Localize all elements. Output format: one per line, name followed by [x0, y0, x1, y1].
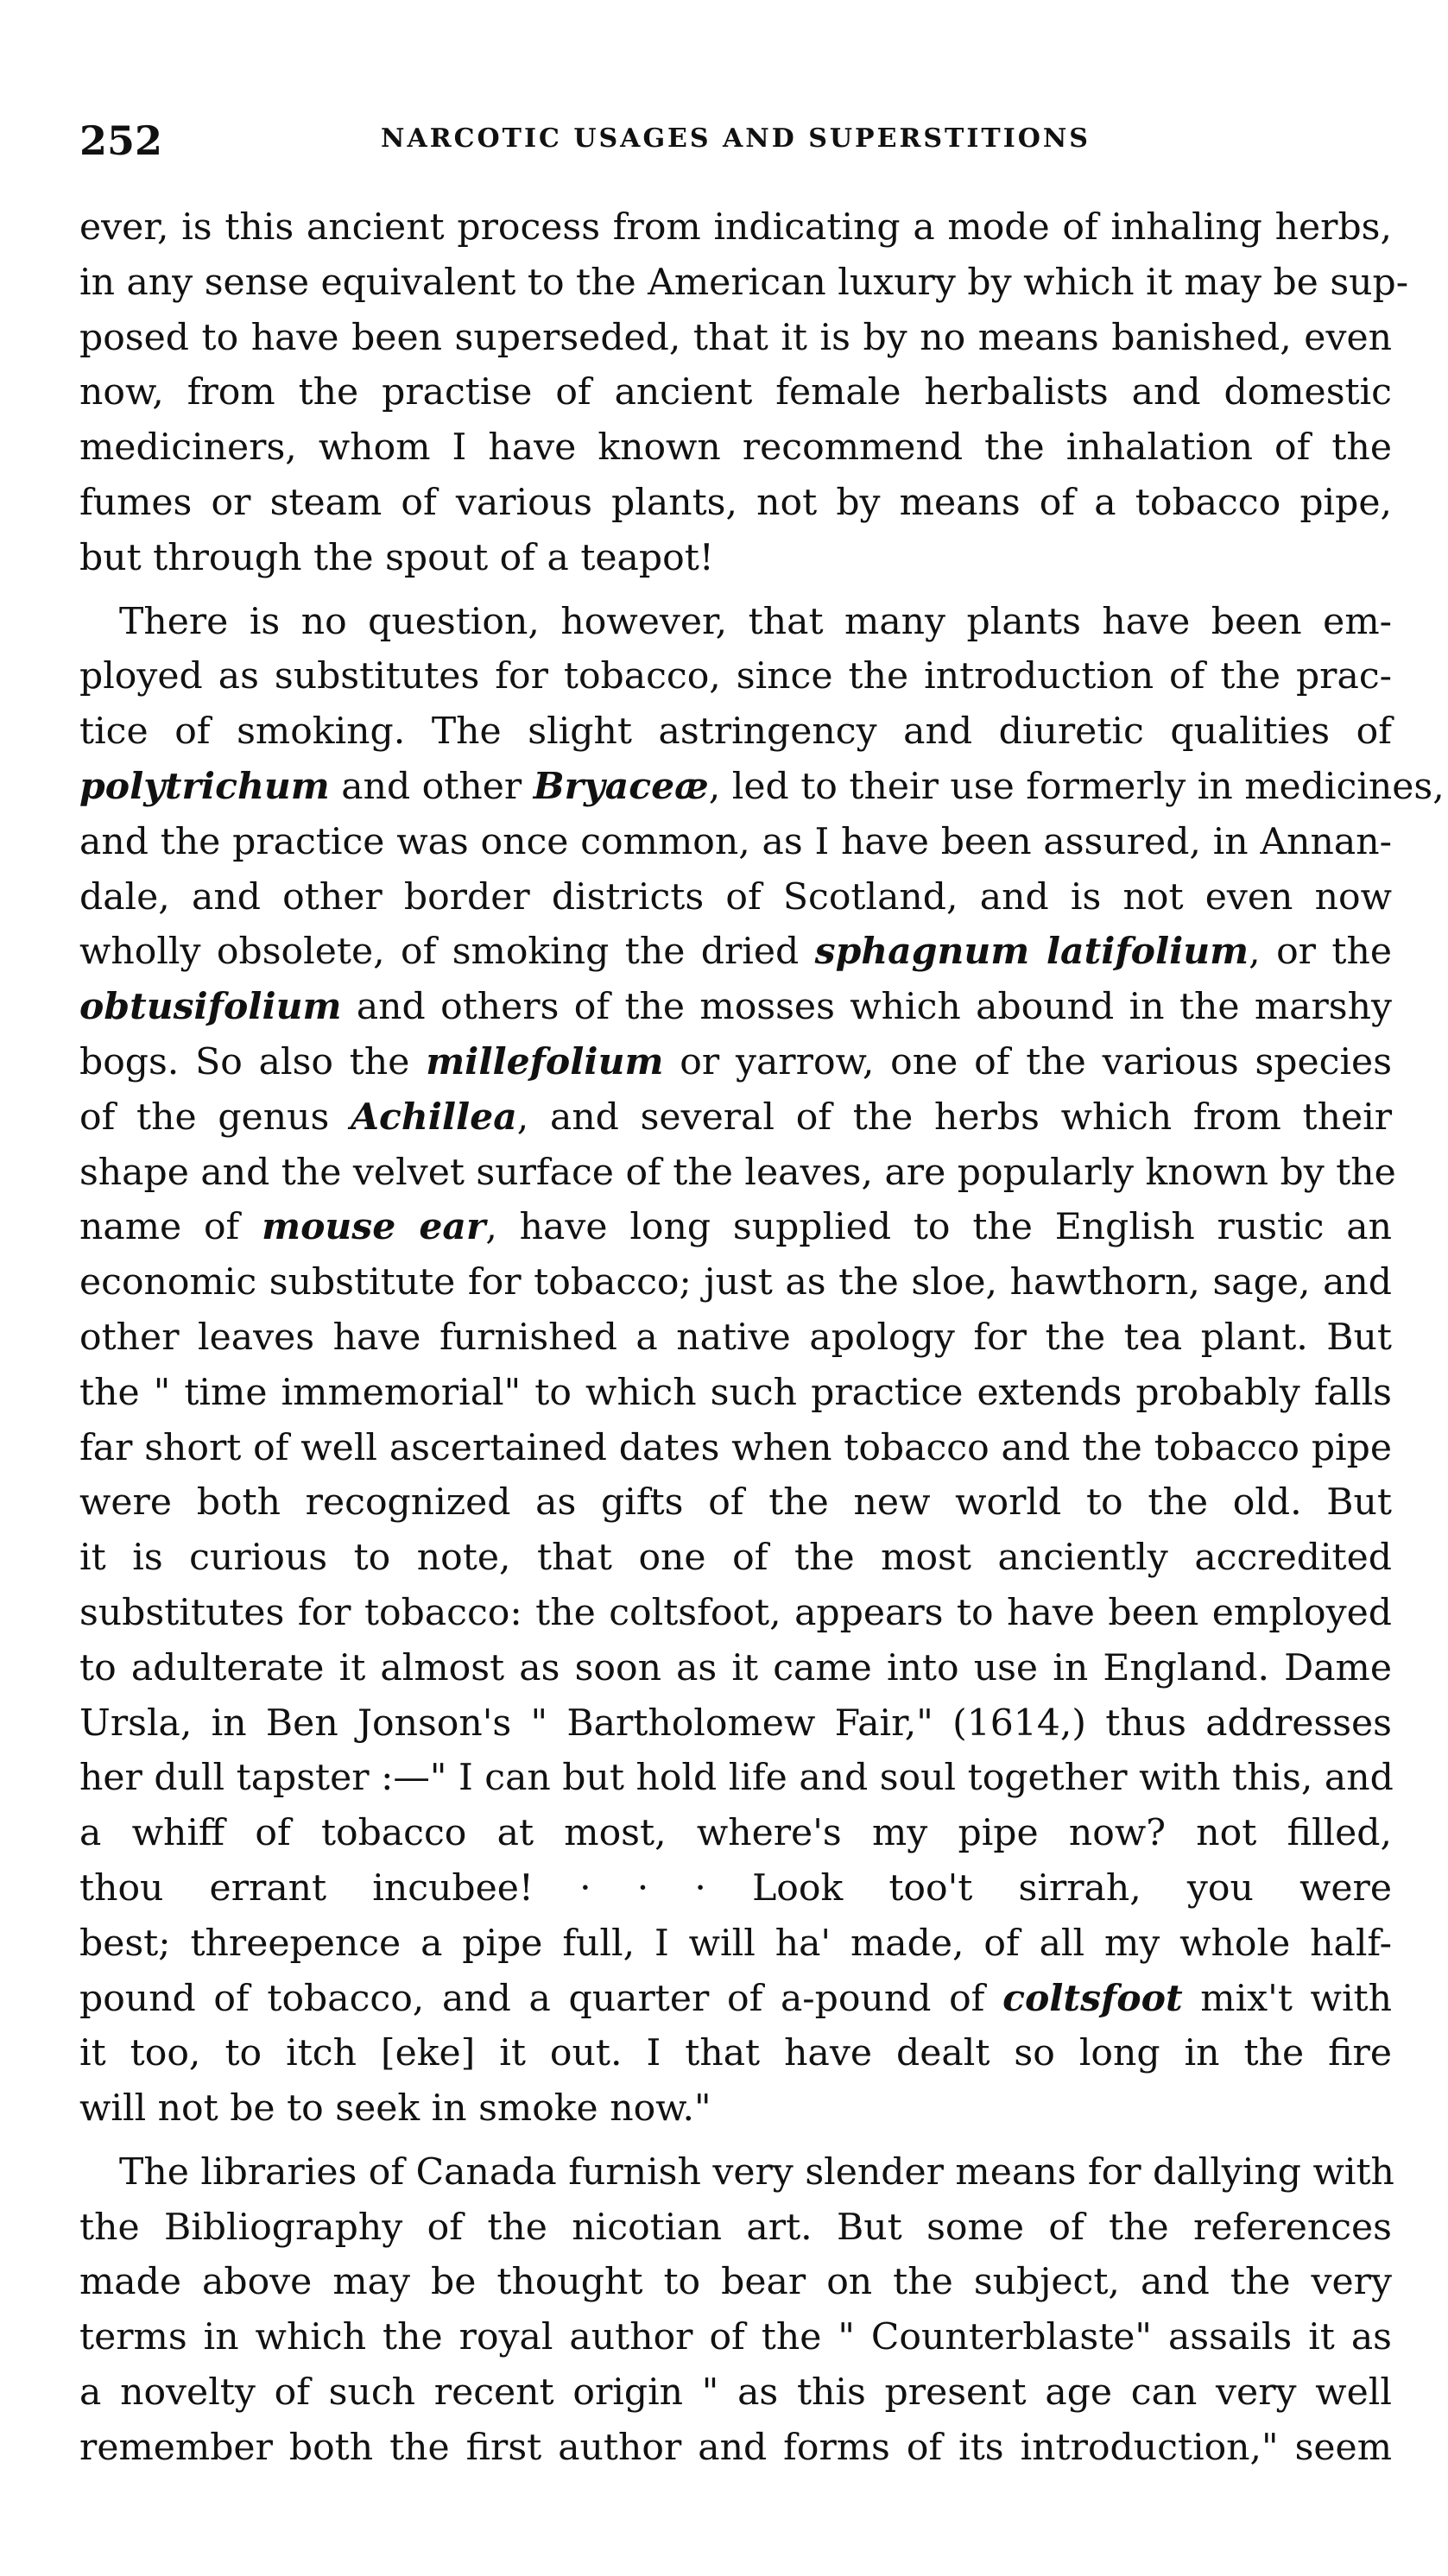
text-line: There is no question, however, that many plants have been em- — [119, 600, 1392, 643]
italic-term: Bryaceæ — [533, 764, 709, 808]
text-line: pound of tobacco, and a quarter of a-pound of coltsfoot mix't with — [79, 1976, 1392, 2020]
text-line: dale, and other border districts of Scotland, and is not even now — [79, 875, 1392, 919]
text-line: will not be to seek in smoke now." — [79, 2087, 711, 2131]
text-line: substitutes for tobacco: the coltsfoot, appears to have been employed — [79, 1591, 1392, 1634]
text-line: the " time immemorial" to which such practice extends probably falls — [79, 1371, 1392, 1414]
paragraph-2 — [79, 595, 1445, 2137]
text-line: a novelty of such recent origin " as this present age can very well — [79, 2371, 1392, 2415]
text-line: economic substitute for tobacco; just as the sloe, hawthorn, sage, and — [79, 1261, 1392, 1304]
page-header — [79, 86, 1392, 164]
text-line: ployed as substitutes for tobacco, since the introduction of the prac- — [79, 655, 1392, 698]
italic-term: obtusifolium — [79, 985, 342, 1029]
text-line: Ursla, in Ben Jonson's " Bartholomew Fair," (1614,) thus addresses — [79, 1702, 1392, 1745]
text-line: terms in which the royal author of the " Counterblaste" assails it as — [79, 2316, 1392, 2359]
text-line: tice of smoking. The slight astringency and diuretic qualities of — [79, 710, 1392, 754]
page-number: 252 — [79, 117, 163, 164]
text-line: The libraries of Canada furnish very slender means for dallying with — [119, 2150, 1394, 2194]
text-line: thou errant incubee! · · · Look too't sirrah, you were — [79, 1866, 1392, 1910]
italic-term: sphagnum latifolium — [814, 930, 1249, 974]
text-line: were both recognized as gifts of the new world to the old. But — [79, 1481, 1392, 1525]
text-line: shape and the velvet surface of the leaves, are popularly known by the — [79, 1151, 1396, 1194]
text-line: the Bibliography of the nicotian art. But some of the references — [79, 2206, 1392, 2249]
body-text — [79, 200, 1445, 2476]
italic-term: Achillea — [350, 1095, 517, 1139]
text-line: her dull tapster :—" I can but hold life and soul together with this, and — [79, 1757, 1394, 1800]
italic-term: coltsfoot — [1002, 1976, 1183, 2020]
book-page — [79, 86, 1445, 2476]
text-line: polytrichum and other Bryaceæ, led to their use formerly in medicines, — [79, 764, 1445, 808]
text-line: bogs. So also the millefolium or yarrow, one of the various species — [79, 1039, 1392, 1083]
text-line: name of mouse ear, have long supplied to the English rustic an — [79, 1205, 1392, 1249]
paragraph-1 — [79, 200, 1409, 586]
text-line: obtusifolium and others of the mosses which abound in the marshy — [79, 985, 1392, 1029]
text-line: made above may be thought to bear on the subject, and the very — [79, 2261, 1392, 2304]
text-line: now, from the practise of ancient female herbalists and domestic — [79, 371, 1392, 414]
text-line: but through the spout of a teapot! — [79, 536, 714, 579]
text-line: a whiff of tobacco at most, where's my pipe now? not filled, — [79, 1812, 1392, 1855]
italic-term: polytrichum — [79, 764, 330, 808]
text-line: fumes or steam of various plants, not by means of a tobacco pipe, — [79, 481, 1392, 524]
text-line: ever, is this ancient process from indicating a mode of inhaling herbs, — [79, 206, 1392, 249]
text-line: in any sense equivalent to the American luxury by which it may be sup- — [79, 261, 1409, 304]
text-line: wholly obsolete, of smoking the dried sphagnum latifolium, or the — [79, 930, 1392, 974]
text-line: posed to have been superseded, that it is by no means banished, even — [79, 316, 1392, 359]
text-line: mediciners, whom I have known recommend the inhalation of the — [79, 426, 1392, 470]
text-line: far short of well ascertained dates when tobacco and the tobacco pipe — [79, 1426, 1392, 1469]
text-line: to adulterate it almost as soon as it came into use in England. Dame — [79, 1646, 1392, 1689]
italic-term: millefolium — [426, 1039, 664, 1083]
text-line: it too, to itch [eke] it out. I that have dealt so long in the fire — [79, 2032, 1392, 2075]
text-line: and the practice was once common, as I have been assured, in Annan- — [79, 820, 1392, 863]
text-line: other leaves have furnished a native apology for the tea plant. But — [79, 1316, 1392, 1359]
text-line: of the genus Achillea, and several of the herbs which from their — [79, 1095, 1393, 1139]
text-line: best; threepence a pipe full, I will ha' made, of all my whole half- — [79, 1922, 1392, 1965]
italic-term: mouse ear — [262, 1205, 486, 1249]
paragraph-3 — [79, 2145, 1392, 2476]
running-head: NARCOTIC USAGES AND SUPERSTITIONS — [381, 123, 1091, 154]
text-line: it is curious to note, that one of the most anciently accredited — [79, 1537, 1392, 1580]
text-line: remember both the first author and forms of its introduction," seem — [79, 2426, 1392, 2469]
